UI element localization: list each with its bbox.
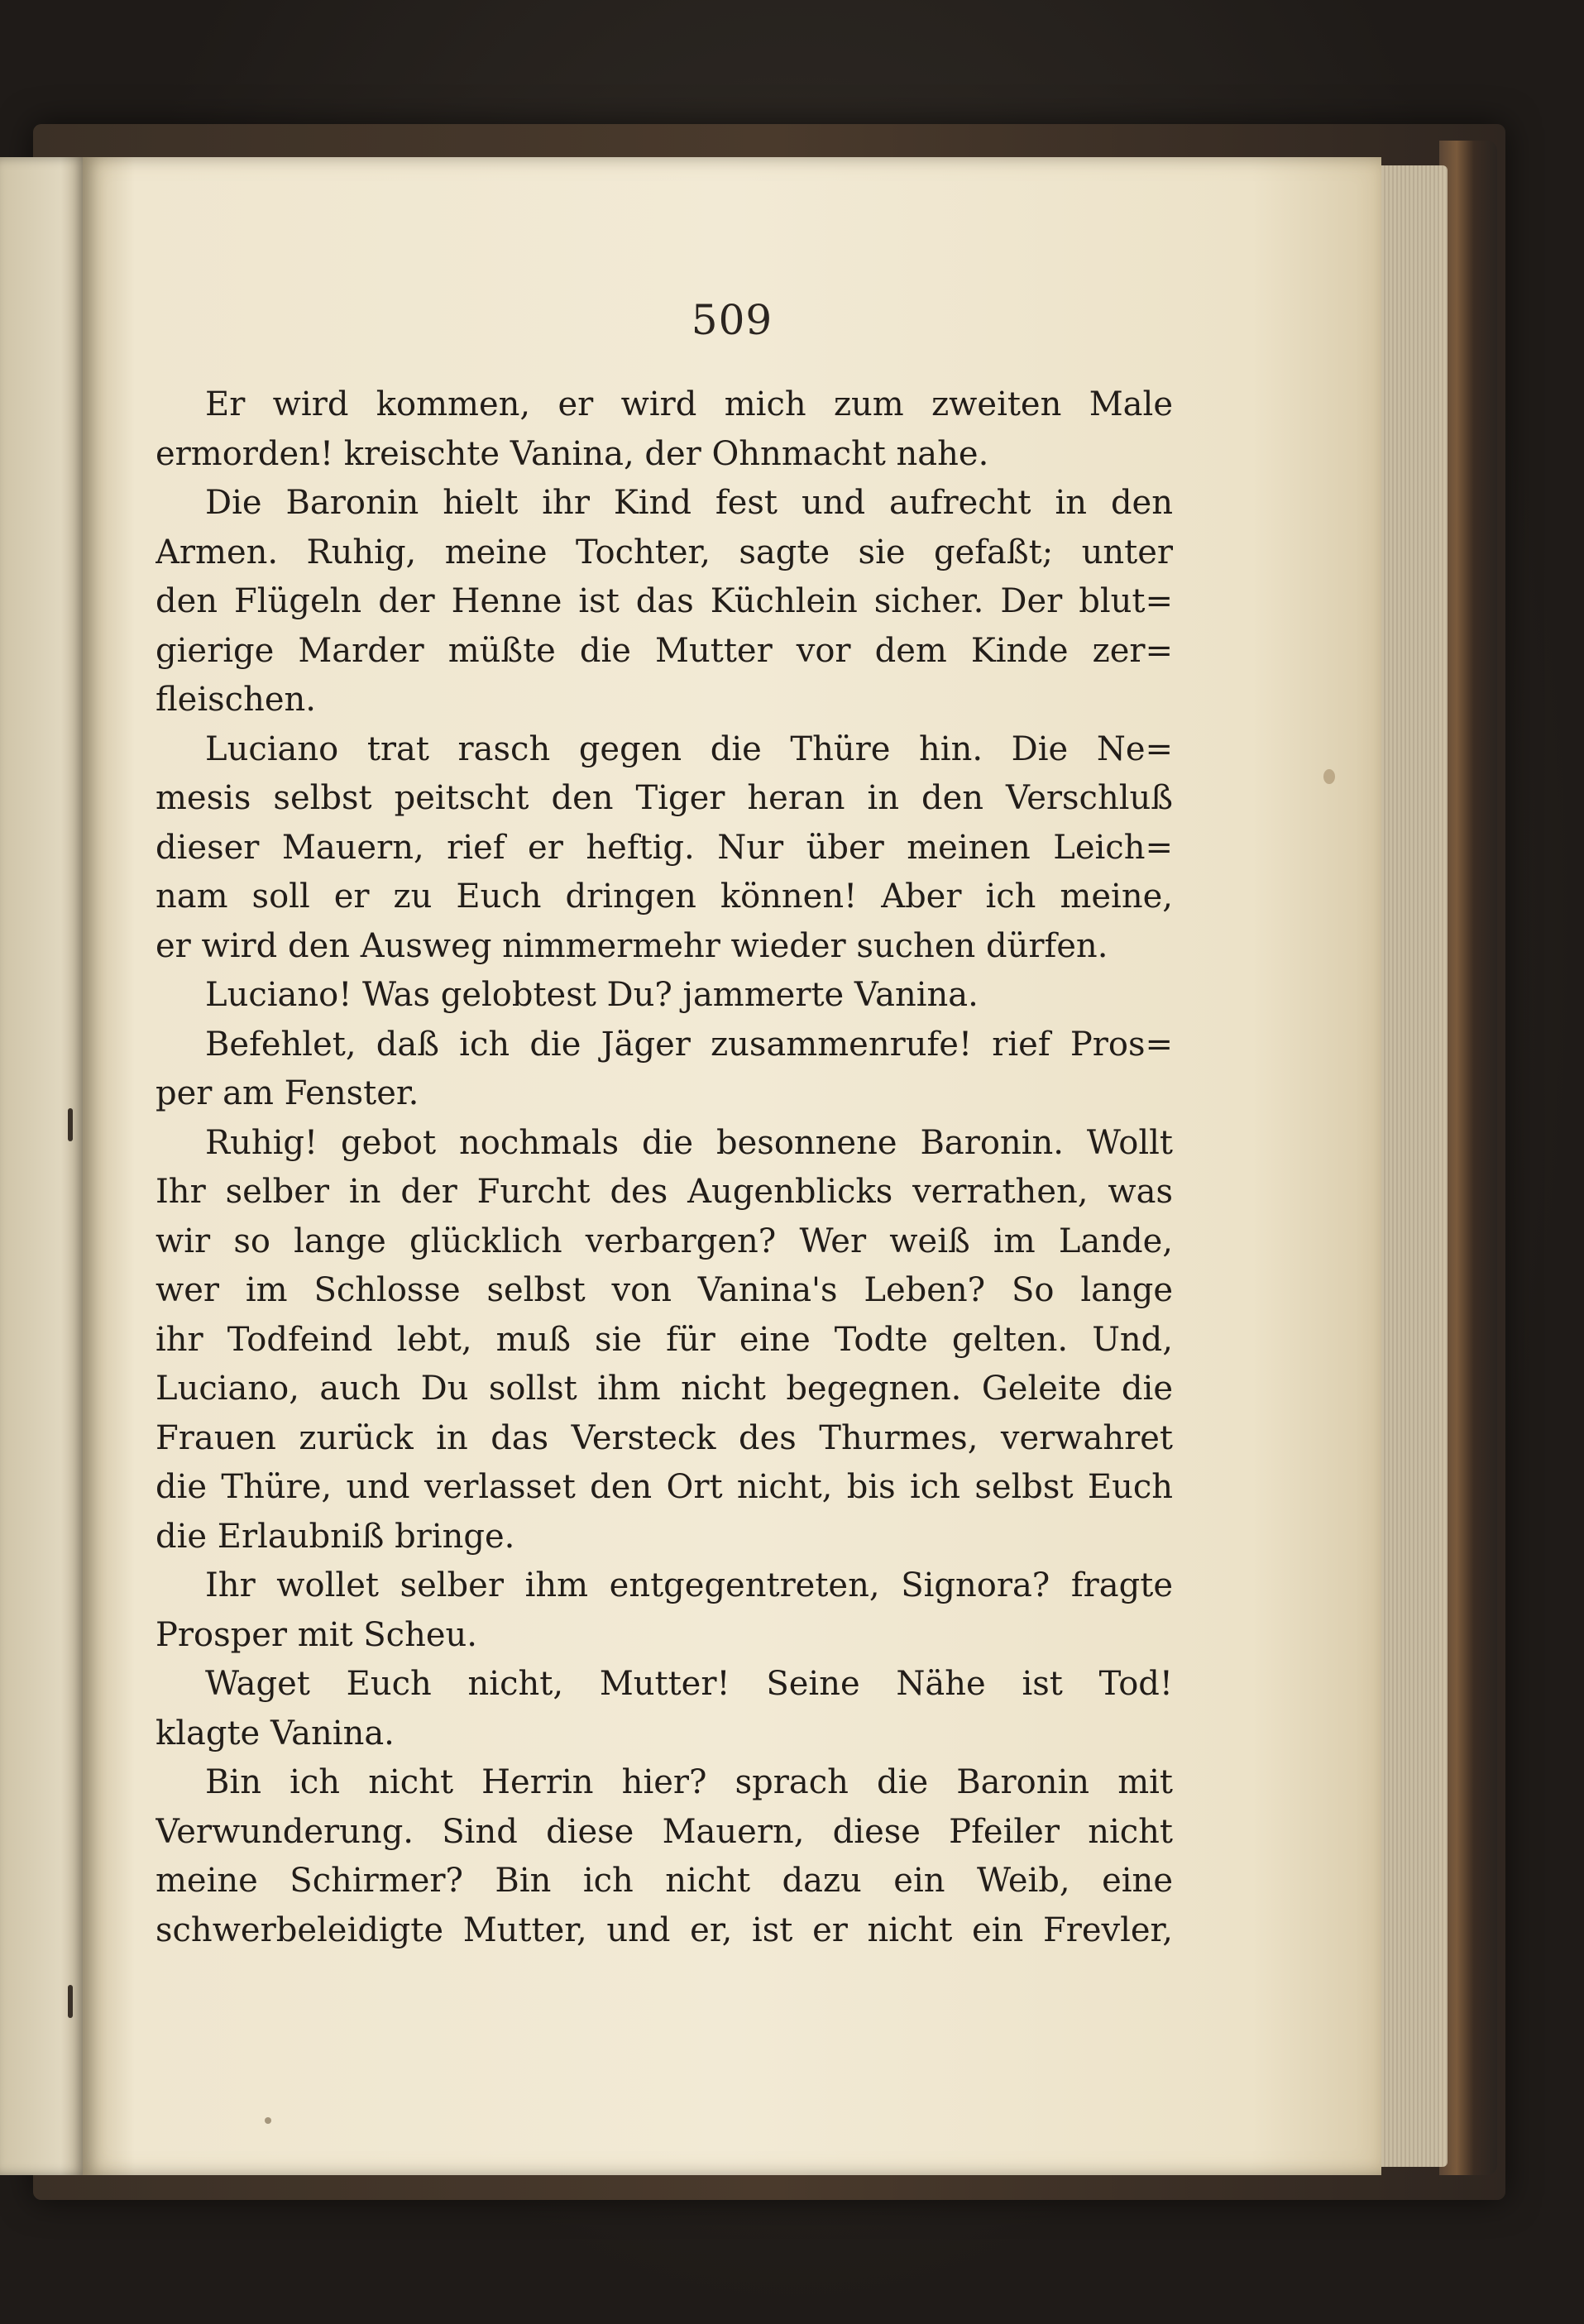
book-page xyxy=(83,157,1381,2175)
text-line: Prosper mit Scheu. xyxy=(156,1615,477,1654)
text-line: Armen. Ruhig, meine Tochter, sagte sie gefaßt; unter xyxy=(156,533,1173,571)
text-line: Frauen zurück in das Versteck des Thurmes, verwahret xyxy=(156,1418,1173,1457)
text-line: Waget Euch nicht, Mutter! Seine Nähe ist Tod! xyxy=(205,1665,1173,1703)
page-number: 509 xyxy=(691,296,773,344)
text-line: dieser Mauern, rief er heftig. Nur über meinen Leich= xyxy=(156,828,1173,867)
text-line: Luciano, auch Du sollst ihm nicht begegnen. Geleite die xyxy=(156,1370,1173,1408)
text-line: schwerbeleidigte Mutter, und er, ist er nicht ein Frevler, xyxy=(156,1910,1173,1949)
text-line: per am Fenster. xyxy=(156,1074,419,1112)
text-line: Ihr wollet selber ihm entgegentreten, Signora? fragte xyxy=(205,1566,1173,1604)
text-line: klagte Vanina. xyxy=(156,1714,395,1753)
text-line: meine Schirmer? Bin ich nicht dazu ein Weib, eine xyxy=(156,1862,1173,1900)
paper-stain xyxy=(1323,769,1335,784)
text-line: Verwunderung. Sind diese Mauern, diese Pfeiler nicht xyxy=(156,1812,1173,1851)
text-line: Ruhig! gebot nochmals die besonnene Baronin. Wollt xyxy=(205,1123,1173,1162)
text-line: Er wird kommen, er wird mich zum zweiten Male xyxy=(205,385,1173,423)
text-line: ihr Todfeind lebt, muß sie für eine Todte gelten. Und, xyxy=(156,1320,1173,1359)
text-line: Die Baronin hielt ihr Kind fest und aufrecht in den xyxy=(205,484,1173,522)
text-line: wir so lange glücklich verbargen? Wer weiß im Lande, xyxy=(156,1222,1173,1260)
text-line: den Flügeln der Henne ist das Küchlein sicher. Der blut= xyxy=(156,582,1173,620)
text-line: wer im Schlosse selbst von Vanina's Leben? So lange xyxy=(156,1271,1173,1309)
text-line: Luciano! Was gelobtest Du? jammerte Vanina. xyxy=(205,976,979,1014)
left-facing-page xyxy=(0,157,87,2175)
text-line: mesis selbst peitscht den Tiger heran in den Verschluß xyxy=(156,779,1173,817)
book-edge xyxy=(1439,141,1497,2175)
text-line: Ihr selber in der Furcht des Augenblicks verrathen, was xyxy=(156,1173,1173,1211)
text-line: die Thüre, und verlasset den Ort nicht, bis ich selbst Euch xyxy=(156,1468,1173,1506)
paper-stain xyxy=(265,2117,271,2124)
text-line: die Erlaubniß bringe. xyxy=(156,1517,515,1556)
text-line: er wird den Ausweg nimmermehr wieder suchen dürfen. xyxy=(156,926,1108,965)
text-line: Luciano trat rasch gegen die Thüre hin. Die Ne= xyxy=(205,729,1173,768)
text-line: fleischen. xyxy=(156,681,316,719)
text-line: ermorden! kreischte Vanina, der Ohnmacht nahe. xyxy=(156,434,989,473)
body-text xyxy=(156,380,1173,1955)
gutter-mark xyxy=(68,1108,73,1141)
gutter-mark xyxy=(68,1985,73,2018)
text-line: nam soll er zu Euch dringen können! Aber ich meine, xyxy=(156,877,1173,916)
text-line: gierige Marder müßte die Mutter vor dem Kinde zer= xyxy=(156,631,1173,670)
text-line: Befehlet, daß ich die Jäger zusammenrufe! rief Pros= xyxy=(205,1025,1173,1064)
text-line: Bin ich nicht Herrin hier? sprach die Baronin mit xyxy=(205,1763,1173,1801)
